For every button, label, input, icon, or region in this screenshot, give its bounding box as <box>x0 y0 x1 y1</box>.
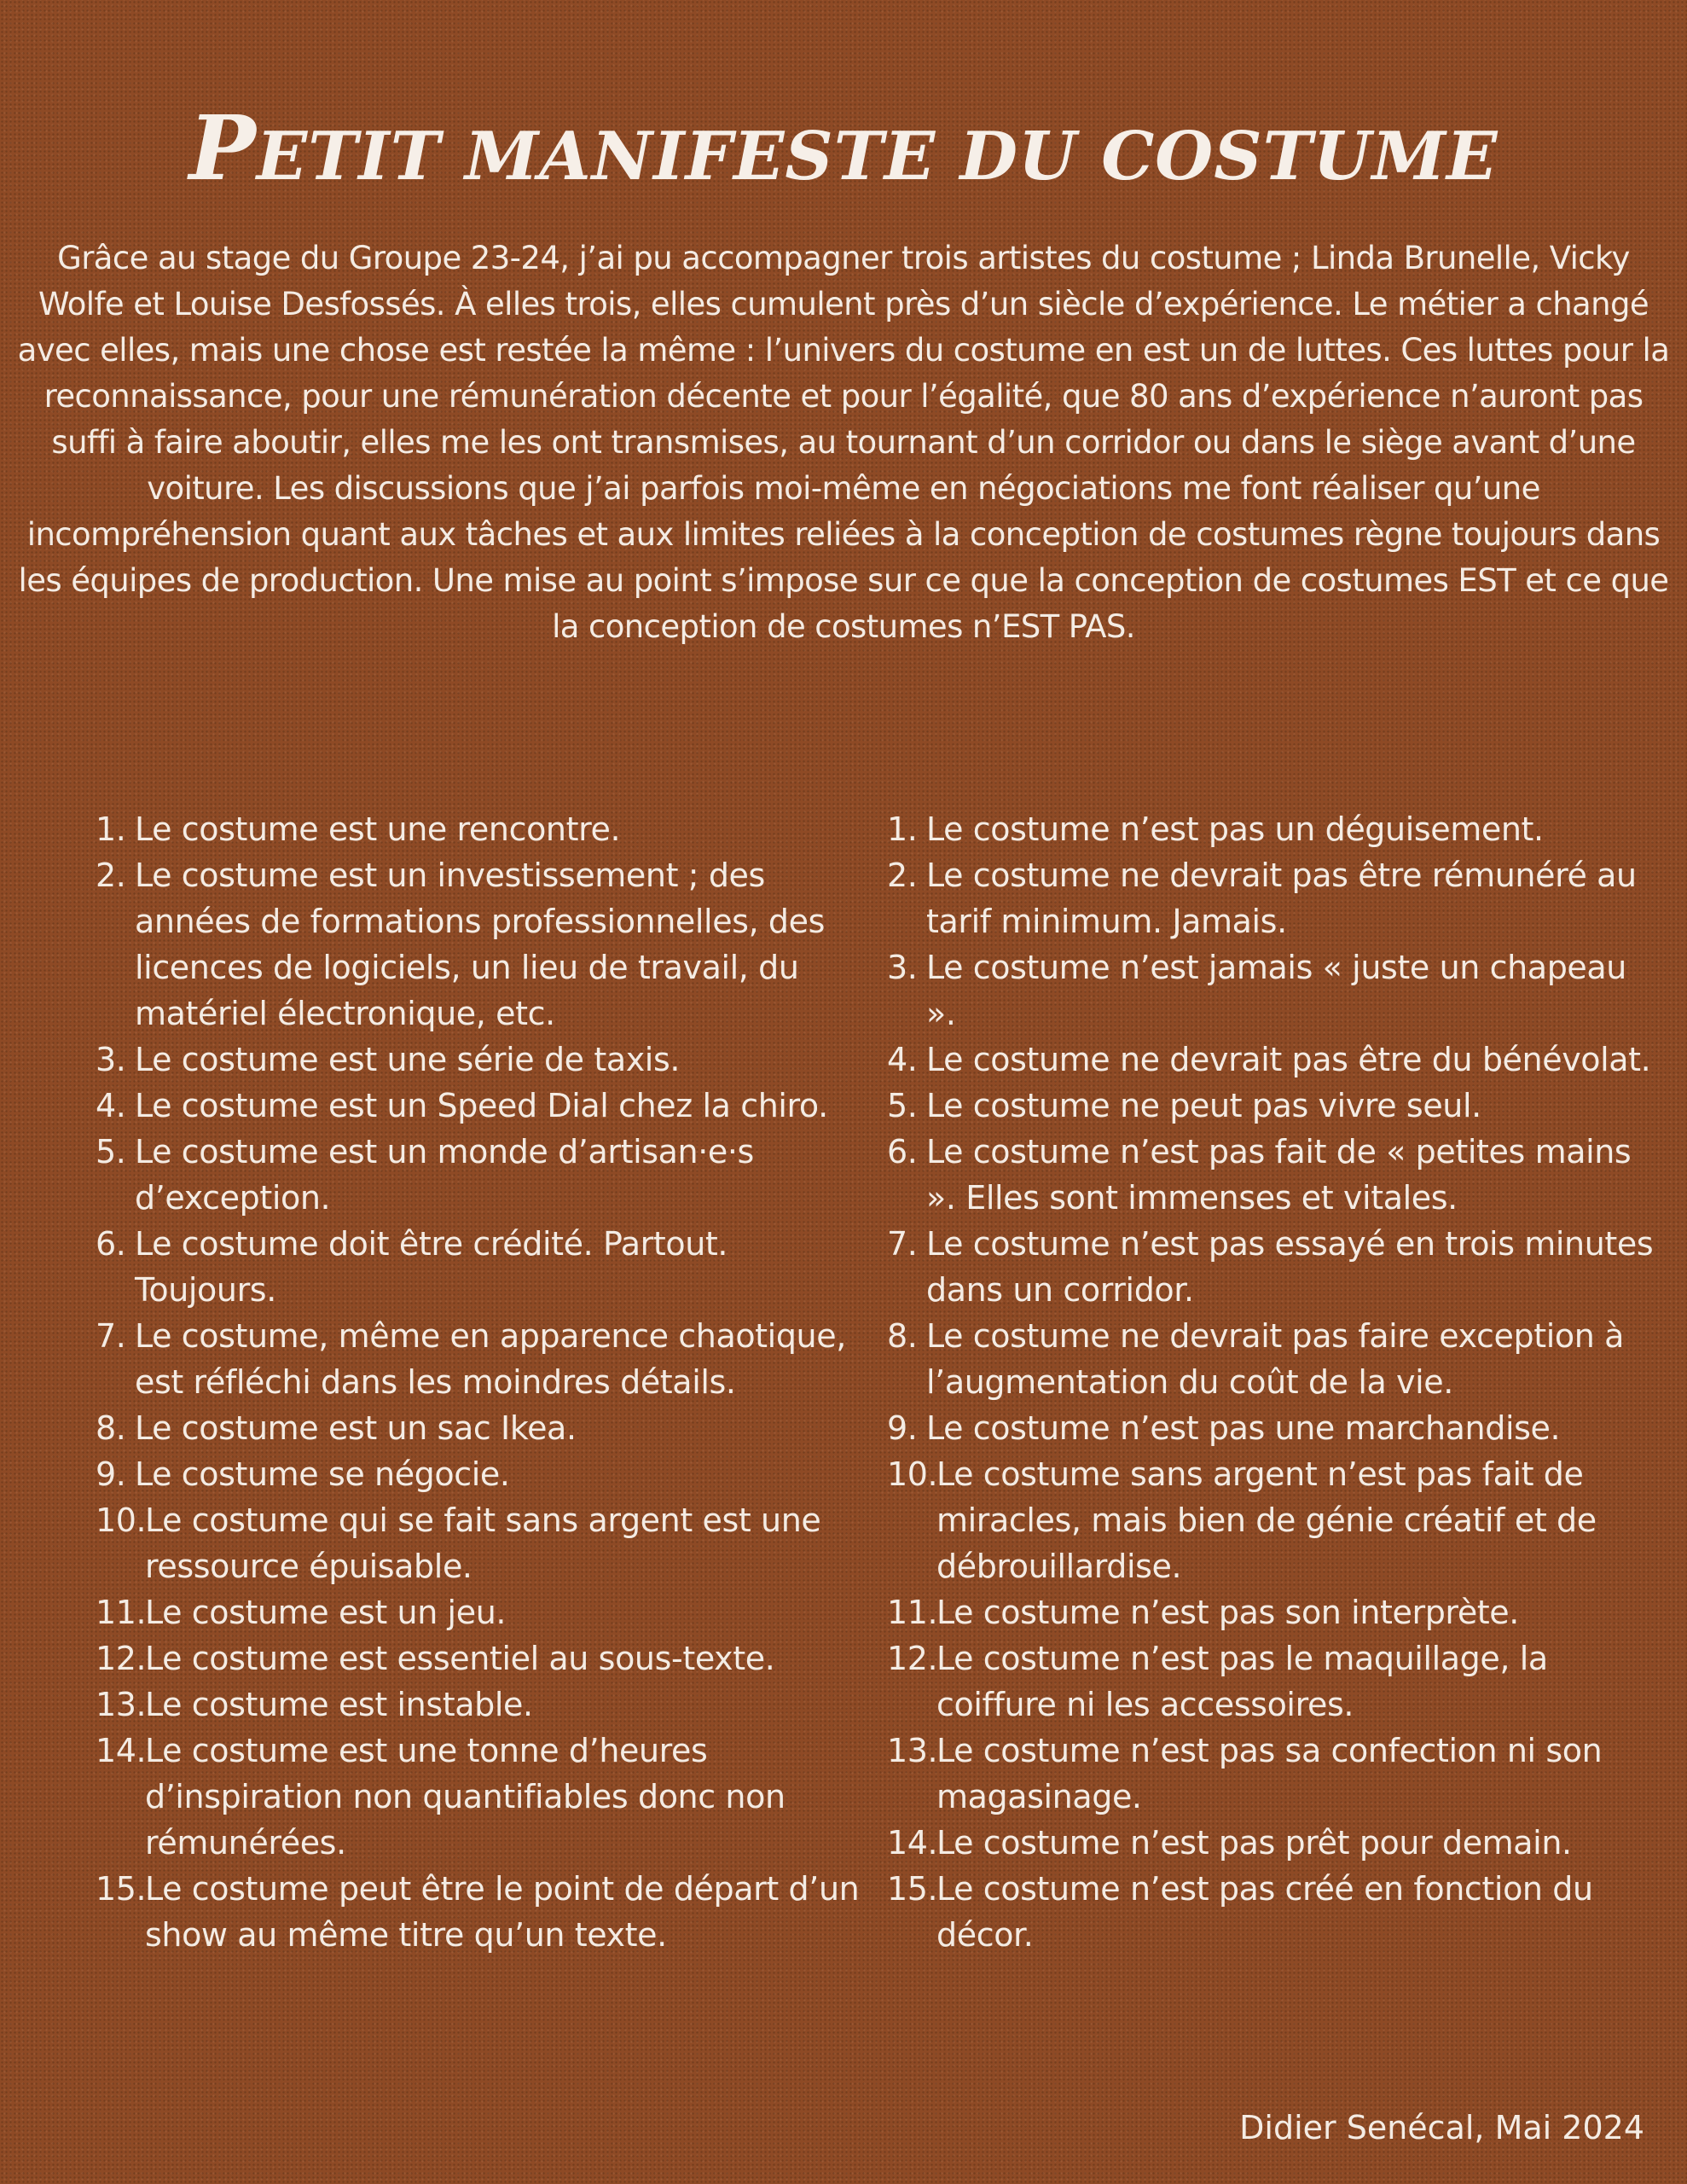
est-item <box>96 1129 863 1221</box>
est-item <box>96 1083 863 1129</box>
item-text: Le costume se négocie. <box>135 1455 510 1493</box>
item-number: 9. <box>96 1455 126 1493</box>
est-pas-item <box>887 1405 1663 1451</box>
est-pas-item <box>887 852 1663 944</box>
est-pas-list <box>887 806 1663 1958</box>
item-number: 4. <box>887 1041 918 1078</box>
item-number: 8. <box>96 1409 126 1447</box>
intro-paragraph: Grâce au stage du Groupe 23-24, j’ai pu accompagner trois artistes du costume ; Linda Brunelle, Vicky Wolfe et Louise Desfossés. À elles trois, elles cumulent près d’un siècle d’expérience. Le métier a changé avec elles, mais une chose est restée la même : l’univers du costume en est un de luttes. Ces luttes pour la reconnaissance, pour une rémunération décente et pour l’égalité, que 80 ans d’expérience n’auront pas suffi à faire aboutir, elles me les ont transmises, au tournant d’un corridor ou dans le siège avant d’une voiture. Les discussions que j’ai parfois moi-même en négociations me font réaliser qu’une incompréhension quant aux tâches et aux limites reliées à la conception de costumes règne toujours dans les équipes de production. Une mise au point s’impose sur ce que la conception de costumes EST et ce que la conception de costumes n’EST PAS. <box>17 240 1670 645</box>
est-pas-item <box>887 806 1663 852</box>
item-text: Le costume est un investissement ; des années de formations professionnelles, des licences de logiciels, un lieu de travail, du matériel électronique, etc. <box>135 857 826 1032</box>
item-number: 13. <box>96 1686 147 1723</box>
est-pas-item <box>887 1451 1663 1589</box>
est-item <box>96 852 863 1037</box>
page-title <box>0 96 1687 200</box>
est-pas-item <box>887 1635 1663 1728</box>
item-number: 1. <box>887 810 918 848</box>
est-item <box>96 1221 863 1313</box>
item-number: 2. <box>887 857 918 894</box>
item-text: Le costume est un monde d’artisan·e·s d’exception. <box>135 1133 754 1217</box>
est-item <box>96 1313 863 1405</box>
est-item <box>96 1037 863 1083</box>
est-pas-item <box>887 1313 1663 1405</box>
item-text: Le costume n’est pas fait de « petites mains ». Elles sont immenses et vitales. <box>926 1133 1632 1217</box>
item-text: Le costume ne devrait pas faire exception à l’augmentation du coût de la vie. <box>926 1317 1624 1401</box>
item-text: Le costume doit être crédité. Partout. Toujours. <box>135 1225 728 1309</box>
signature: Didier Senécal, Mai 2024 <box>1239 2109 1644 2146</box>
est-item <box>96 1866 863 1958</box>
est-item <box>96 1635 863 1682</box>
title-rest: ETIT MANIFESTE DU COSTUME <box>256 118 1499 195</box>
item-text: Le costume ne devrait pas être du bénévolat. <box>926 1041 1651 1078</box>
est-pas-item <box>887 1221 1663 1313</box>
item-number: 10. <box>887 1455 938 1493</box>
item-number: 12. <box>887 1640 938 1677</box>
est-item <box>96 1682 863 1728</box>
item-number: 7. <box>96 1317 126 1355</box>
item-text: Le costume est essentiel au sous-texte. <box>145 1640 775 1677</box>
title-initial: P <box>188 96 257 200</box>
item-number: 4. <box>96 1087 126 1124</box>
item-text: Le costume est un sac Ikea. <box>135 1409 577 1447</box>
item-number: 1. <box>96 810 126 848</box>
item-text: Le costume n’est pas prêt pour demain. <box>936 1824 1572 1862</box>
item-number: 15. <box>887 1870 938 1908</box>
item-number: 14. <box>96 1732 147 1769</box>
item-text: Le costume n’est pas une marchandise. <box>926 1409 1561 1447</box>
item-number: 8. <box>887 1317 918 1355</box>
est-pas-item <box>887 1728 1663 1820</box>
item-text: Le costume est une rencontre. <box>135 810 621 848</box>
est-pas-item <box>887 1083 1663 1129</box>
item-number: 9. <box>887 1409 918 1447</box>
est-item <box>96 1405 863 1451</box>
item-number: 6. <box>96 1225 126 1263</box>
item-number: 11. <box>96 1594 147 1631</box>
item-text: Le costume est une série de taxis. <box>135 1041 681 1078</box>
est-item <box>96 806 863 852</box>
est-list <box>96 806 863 1958</box>
item-text: Le costume n’est pas un déguisement. <box>926 810 1544 848</box>
item-text: Le costume n’est jamais « juste un chapeau ». <box>926 949 1626 1032</box>
item-number: 15. <box>96 1870 147 1908</box>
est-item <box>96 1451 863 1497</box>
est-item <box>96 1589 863 1635</box>
item-text: Le costume est instable. <box>145 1686 533 1723</box>
est-pas-item <box>887 1589 1663 1635</box>
item-text: Le costume est une tonne d’heures d’inspiration non quantifiables donc non rémunérées. <box>145 1732 786 1862</box>
est-pas-item <box>887 1820 1663 1866</box>
item-text: Le costume est un jeu. <box>145 1594 507 1631</box>
est-pas-item <box>887 1866 1663 1958</box>
item-text: Le costume qui se fait sans argent est une ressource épuisable. <box>145 1502 821 1585</box>
item-text: Le costume n’est pas le maquillage, la coiffure ni les accessoires. <box>936 1640 1548 1723</box>
item-text: Le costume, même en apparence chaotique, est réfléchi dans les moindres détails. <box>135 1317 846 1401</box>
item-number: 12. <box>96 1640 147 1677</box>
item-text: Le costume n’est pas créé en fonction du décor. <box>936 1870 1593 1954</box>
est-item <box>96 1728 863 1866</box>
item-number: 5. <box>887 1087 918 1124</box>
item-number: 11. <box>887 1594 938 1631</box>
item-text: Le costume n’est pas essayé en trois minutes dans un corridor. <box>926 1225 1654 1309</box>
est-pas-item <box>887 1129 1663 1221</box>
item-text: Le costume ne devrait pas être rémunéré au tarif minimum. Jamais. <box>926 857 1637 940</box>
est-pas-item <box>887 944 1663 1037</box>
item-text: Le costume ne peut pas vivre seul. <box>926 1087 1481 1124</box>
item-number: 5. <box>96 1133 126 1170</box>
item-text: Le costume est un Speed Dial chez la chiro. <box>135 1087 828 1124</box>
est-item <box>96 1497 863 1589</box>
item-number: 3. <box>887 949 918 986</box>
item-number: 14. <box>887 1824 938 1862</box>
item-number: 3. <box>96 1041 126 1078</box>
est-pas-item <box>887 1037 1663 1083</box>
item-number: 13. <box>887 1732 938 1769</box>
item-text: Le costume n’est pas son interprète. <box>936 1594 1519 1631</box>
item-number: 6. <box>887 1133 918 1170</box>
item-text: Le costume sans argent n’est pas fait de miracles, mais bien de génie créatif et de débrouillardise. <box>936 1455 1597 1585</box>
item-text: Le costume peut être le point de départ d’un show au même titre qu’un texte. <box>145 1870 860 1954</box>
item-number: 7. <box>887 1225 918 1263</box>
item-text: Le costume n’est pas sa confection ni son magasinage. <box>936 1732 1603 1815</box>
item-number: 10. <box>96 1502 147 1539</box>
item-number: 2. <box>96 857 126 894</box>
